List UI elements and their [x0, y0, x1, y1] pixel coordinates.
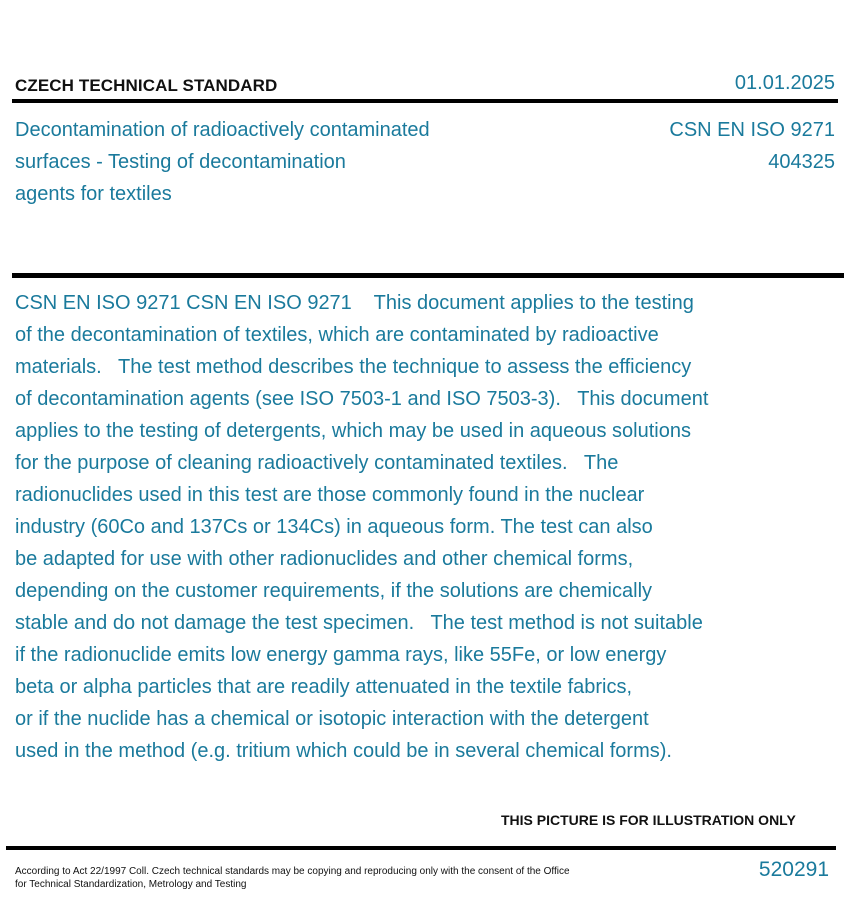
footer-divider	[6, 846, 836, 850]
abstract-line: used in the method (e.g. tritium which could be in several chemical forms).	[15, 740, 672, 762]
standard-date: 01.01.2025	[734, 72, 835, 94]
abstract-line: be adapted for use with other radionuclides and other chemical forms,	[15, 548, 634, 570]
title-divider	[12, 273, 844, 278]
document-title-line: agents for textiles	[15, 183, 172, 205]
document-title-line: surfaces - Testing of decontamination	[15, 151, 346, 173]
footer-code: 520291	[758, 858, 829, 881]
abstract-line: radionuclides used in this test are those commonly found in the nuclear	[15, 484, 645, 506]
abstract-line: or if the nuclide has a chemical or isotopic interaction with the detergent	[15, 708, 649, 730]
abstract-line: of the decontamination of textiles, which are contaminated by radioactive	[15, 324, 659, 346]
header-divider	[12, 99, 838, 103]
abstract-line: beta or alpha particles that are readily attenuated in the textile fabrics,	[15, 676, 633, 698]
standard-number: CSN EN ISO 9271	[669, 119, 835, 141]
document-title-line: Decontamination of radioactively contaminated	[15, 119, 430, 141]
abstract-line: applies to the testing of detergents, which may be used in aqueous solutions	[15, 420, 691, 442]
abstract-line: CSN EN ISO 9271 CSN EN ISO 9271 This document applies to the testing	[15, 292, 694, 314]
abstract-line: materials. The test method describes the technique to assess the efficiency	[15, 356, 692, 378]
illustration-disclaimer: THIS PICTURE IS FOR ILLUSTRATION ONLY	[501, 812, 796, 828]
legal-notice-line: for Technical Standardization, Metrology and Testing	[15, 879, 247, 890]
abstract-line: if the radionuclide emits low energy gamma rays, like 55Fe, or low energy	[15, 644, 667, 666]
legal-notice	[15, 865, 585, 891]
abstract-line: stable and do not damage the test specimen. The test method is not suitable	[15, 612, 703, 634]
abstract-text	[15, 287, 770, 767]
document-identifiers	[669, 114, 835, 178]
document-title	[15, 114, 485, 210]
abstract-line: for the purpose of cleaning radioactively contaminated textiles. The	[15, 452, 619, 474]
standard-type-heading: CZECH TECHNICAL STANDARD	[15, 76, 278, 95]
abstract-line: depending on the customer requirements, if the solutions are chemically	[15, 580, 653, 602]
catalog-number: 404325	[768, 151, 835, 173]
abstract-line: of decontamination agents (see ISO 7503-1 and ISO 7503-3). This document	[15, 388, 709, 410]
legal-notice-line: According to Act 22/1997 Coll. Czech technical standards may be copying and reproducing only with the consent of the Office	[15, 866, 570, 877]
abstract-line: industry (60Co and 137Cs or 134Cs) in aqueous form. The test can also	[15, 516, 653, 538]
